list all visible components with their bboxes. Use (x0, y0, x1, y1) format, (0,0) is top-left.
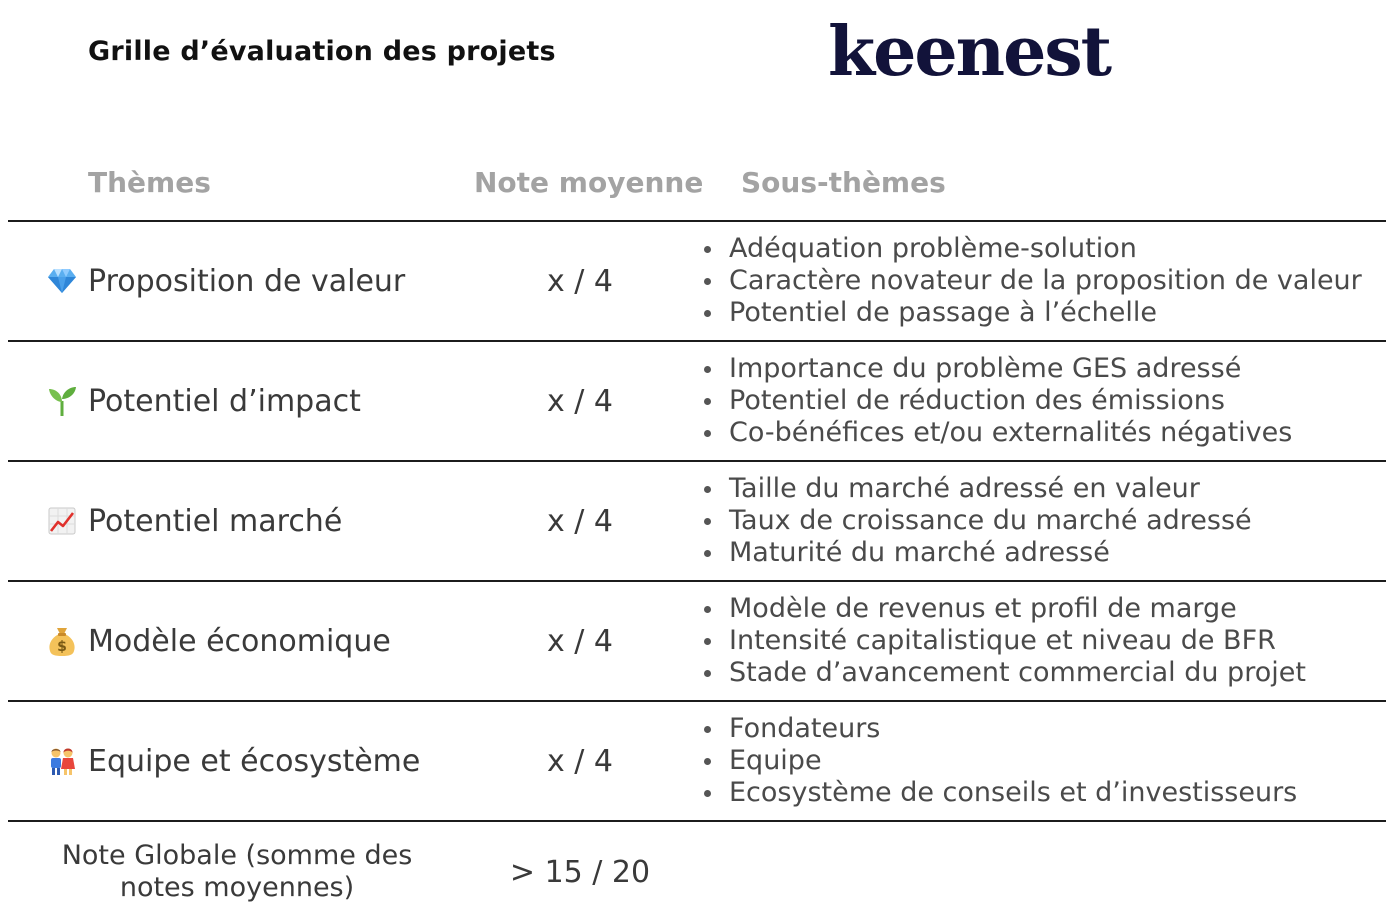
table-row (8, 582, 1386, 700)
list-item: Stade d’avancement commercial du projet (700, 657, 1306, 689)
list-item: Ecosystème de conseils et d’investisseurs (700, 777, 1297, 809)
list-item: Fondateurs (700, 713, 1297, 745)
chart-increasing-icon (46, 505, 78, 537)
list-item: Taux de croissance du marché adressé (700, 505, 1252, 537)
score-cell: x / 4 (546, 383, 614, 419)
table-row (8, 462, 1386, 580)
global-score-value: > 15 / 20 (509, 855, 651, 890)
table-row (8, 702, 1386, 820)
sub-theme-list (700, 233, 1362, 329)
page-title: Grille d’évaluation des projets (88, 36, 556, 67)
people-icon (46, 745, 78, 777)
list-item: Modèle de revenus et profil de marge (700, 593, 1306, 625)
gem-icon (46, 265, 78, 297)
column-header-sub-themes: Sous-thèmes (741, 166, 946, 199)
list-item: Intensité capitalistique et niveau de BFR (700, 625, 1306, 657)
theme-cell (46, 582, 391, 700)
theme-label: Proposition de valeur (88, 263, 406, 299)
theme-cell (46, 462, 342, 580)
table-rule (8, 820, 1386, 822)
table-row (8, 342, 1386, 460)
list-item: Caractère novateur de la proposition de valeur (700, 265, 1362, 297)
list-item: Taille du marché adressé en valeur (700, 473, 1252, 505)
score-cell: x / 4 (546, 503, 614, 539)
score-cell: x / 4 (546, 743, 614, 779)
money-bag-icon (46, 625, 78, 657)
svg-text:$: $ (57, 639, 67, 655)
list-item: Equipe (700, 745, 1297, 777)
keenest-logo: keenest (828, 12, 1111, 92)
sub-theme-list (700, 353, 1292, 449)
list-item: Maturité du marché adressé (700, 537, 1252, 569)
global-score-label: Note Globale (somme des notes moyennes) (61, 840, 413, 903)
theme-label: Equipe et écosystème (88, 743, 421, 779)
column-header-note: Note moyenne (474, 166, 704, 199)
list-item: Adéquation problème-solution (700, 233, 1362, 265)
score-cell: x / 4 (546, 623, 614, 659)
sub-theme-list (700, 593, 1306, 689)
column-header-themes: Thèmes (88, 166, 211, 199)
table-row (8, 222, 1386, 340)
list-item: Importance du problème GES adressé (700, 353, 1292, 385)
sub-theme-list (700, 713, 1297, 809)
seedling-icon (46, 385, 78, 417)
theme-label: Potentiel marché (88, 503, 343, 539)
list-item: Co-bénéfices et/ou externalités négatives (700, 417, 1292, 449)
theme-label: Modèle économique (88, 623, 391, 659)
theme-cell (46, 342, 361, 460)
theme-label: Potentiel d’impact (88, 383, 361, 419)
sub-theme-list (700, 473, 1252, 569)
list-item: Potentiel de passage à l’échelle (700, 297, 1362, 329)
theme-cell (46, 222, 405, 340)
list-item: Potentiel de réduction des émissions (700, 385, 1292, 417)
theme-cell (46, 702, 420, 820)
score-cell: x / 4 (546, 263, 614, 299)
